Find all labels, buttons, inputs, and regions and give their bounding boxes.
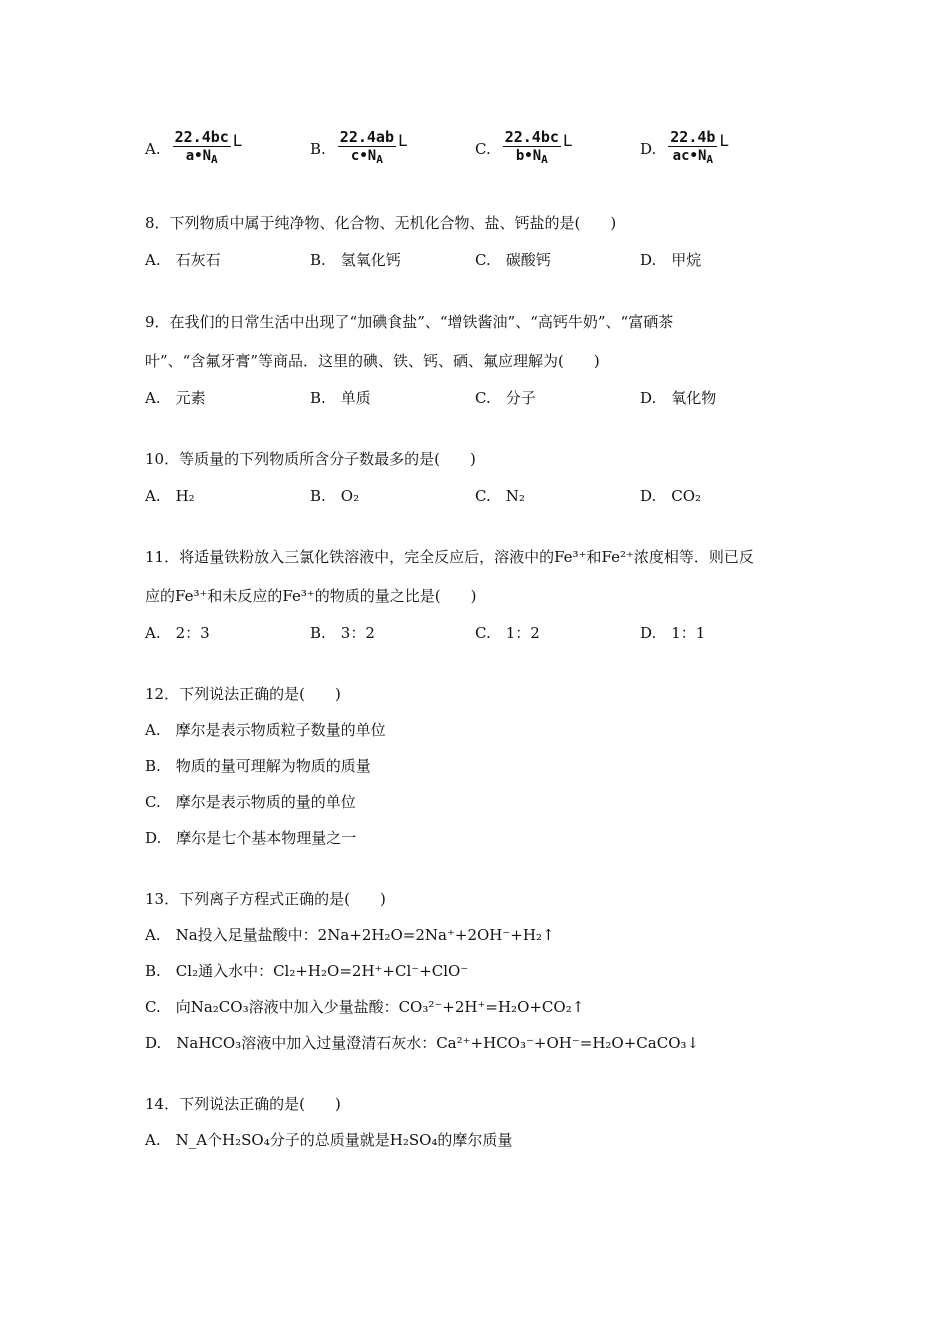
q13-option-c: C. 向Na₂CO₃溶液中加入少量盐酸：CO₃²⁻+2H⁺=H₂O+CO₂↑ bbox=[145, 998, 585, 1016]
q8-option-c: C. 碳酸钙 bbox=[475, 251, 551, 269]
q12-option-d: D. 摩尔是七个基本物理量之一 bbox=[145, 829, 357, 847]
q12-option-b: B. 物质的量可理解为物质的质量 bbox=[145, 757, 371, 775]
q9-stem-line2: 叶”、“含氟牙膏”等商品．这里的碘、铁、钙、硒、氟应理解为( ) bbox=[145, 352, 600, 370]
fraction: $\frac{22.4bc}{b•N_A}$ bbox=[504, 128, 559, 166]
fraction: $\frac{22.4bc}{a•N_A}$ bbox=[174, 128, 229, 166]
q13-option-d: D. NaHCO₃溶液中加入过量澄清石灰水：Ca²⁺+HCO₃⁻+OH⁻=H₂O+CaCO₃↓ bbox=[145, 1034, 700, 1052]
q11-option-a: A. 2：3 bbox=[145, 624, 210, 642]
q14-option-a: A. N_A个H₂SO₄分子的总质量就是H₂SO₄的摩尔质量 bbox=[145, 1131, 513, 1149]
q9-option-c: C. 分子 bbox=[475, 389, 536, 407]
q7-option-c: C. $\frac{22.4bc}{b•N_A}$ L bbox=[475, 128, 573, 169]
q11-option-d: D. 1：1 bbox=[640, 624, 706, 642]
q11-stem-line2: 应的Fe³⁺和未反应的Fe³⁺的物质的量之比是( ) bbox=[145, 587, 477, 605]
q7-option-a: A. $\frac{22.4bc}{a•N_A}$ L bbox=[145, 128, 242, 169]
q13-option-a: A. Na投入足量盐酸中：2Na+2H₂O=2Na⁺+2OH⁻+H₂↑ bbox=[145, 926, 555, 944]
q8-stem: 8．下列物质中属于纯净物、化合物、无机化合物、盐、钙盐的是( ) bbox=[145, 214, 617, 232]
q7-option-d: D. $\frac{22.4b}{ac•N_A}$ L bbox=[640, 128, 729, 169]
fraction: $\frac{22.4b}{ac•N_A}$ bbox=[670, 128, 716, 166]
q7-option-b: B. $\frac{22.4ab}{c•N_A}$ L bbox=[310, 128, 408, 169]
q8-option-b: B. 氢氧化钙 bbox=[310, 251, 401, 269]
q10-stem: 10．等质量的下列物质所含分子数最多的是( ) bbox=[145, 450, 476, 468]
q9-option-a: A. 元素 bbox=[145, 389, 206, 407]
q9-stem-line1: 9．在我们的日常生活中出现了“加碘食盐”、“增铁酱油”、“高钙牛奶”、“富硒茶 bbox=[145, 313, 674, 331]
q9-option-b: B. 单质 bbox=[310, 389, 371, 407]
q11-option-b: B. 3：2 bbox=[310, 624, 375, 642]
q12-stem: 12．下列说法正确的是( ) bbox=[145, 685, 341, 703]
q9-option-d: D. 氧化物 bbox=[640, 389, 717, 407]
q10-option-b: B. O₂ bbox=[310, 487, 360, 505]
fraction: $\frac{22.4ab}{c•N_A}$ bbox=[339, 128, 394, 166]
q8-option-d: D. 甲烷 bbox=[640, 251, 702, 269]
q13-stem: 13．下列离子方程式正确的是( ) bbox=[145, 890, 386, 908]
q11-option-c: C. 1：2 bbox=[475, 624, 540, 642]
q8-option-a: A. 石灰石 bbox=[145, 251, 221, 269]
q10-option-a: A. H₂ bbox=[145, 487, 195, 505]
q12-option-c: C. 摩尔是表示物质的量的单位 bbox=[145, 793, 356, 811]
q12-option-a: A. 摩尔是表示物质粒子数量的单位 bbox=[145, 721, 386, 739]
q14-stem: 14．下列说法正确的是( ) bbox=[145, 1095, 341, 1113]
q11-stem-line1: 11．将适量铁粉放入三氯化铁溶液中，完全反应后，溶液中的Fe³⁺和Fe²⁺浓度相等．则已反 bbox=[145, 548, 754, 566]
q10-option-c: C. N₂ bbox=[475, 487, 525, 505]
q10-option-d: D. CO₂ bbox=[640, 487, 702, 505]
q13-option-b: B. Cl₂通入水中：Cl₂+H₂O=2H⁺+Cl⁻+ClO⁻ bbox=[145, 962, 469, 980]
